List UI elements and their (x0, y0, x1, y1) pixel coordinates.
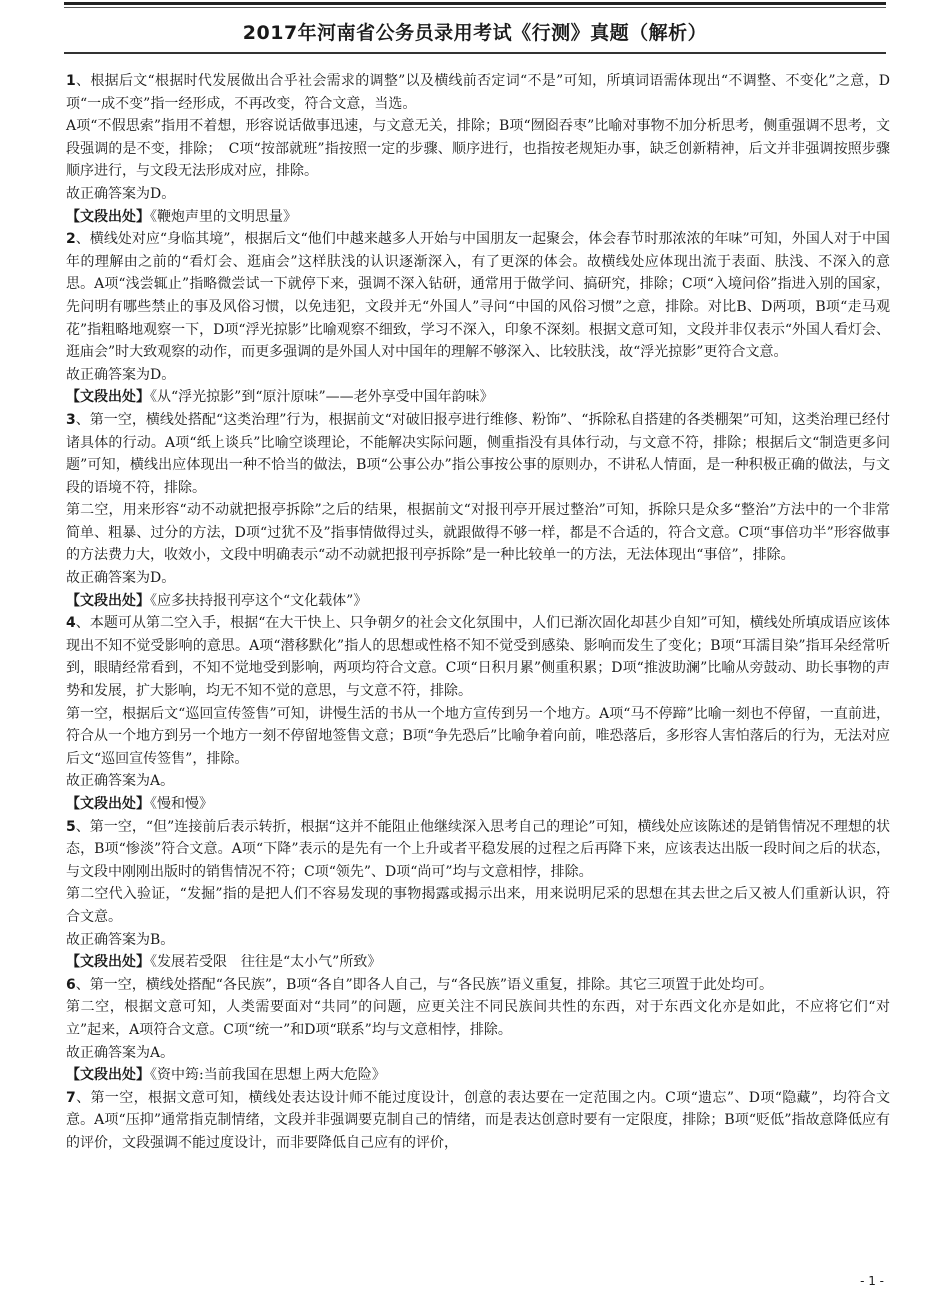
question-number: 6 (66, 976, 76, 993)
question-2-source: 【文段出处】《从“浮光掠影”到“原汁原味”——老外享受中国年韵味》 (66, 389, 494, 406)
question-4-para-1: 4、本题可从第二空入手，根据“在大干快上、只争朝夕的社会文化氛围中，人们已渐次固化却甚少自知”可知，横线处所填成语应该体现出不知不觉受影响的意思。A项“潜移默化”指人的思想或性格不知不觉受到感染、影响而发生了变化；B项“耳濡目染”指耳朵经常听到，眼睛经常看到，不知不觉地受到影响，两项均符合文意。C项“日积月累”侧重积累；D项“推波助澜”比喻从旁鼓动、助长事物的声势和发展，扩大影响，均无不知不觉的意思，与文意不符，排除。 (66, 615, 890, 700)
question-number: 1 (66, 73, 76, 89)
question-5-para-2: 第二空代入验证，“发掘”指的是把人们不容易发现的事物揭露或揭示出来，用来说明尼采的思想在其去世之后又被人们重新认识，符合文意。 (66, 886, 890, 925)
top-rule-thin (64, 7, 886, 8)
question-5-para-1: 5、第一空，“但”连接前后表示转折，根据“这并不能阻止他继续深入思考自己的理论”可知，横线处应该陈述的是销售情况不理想的状态，B项“惨淡”符合文意。A项“下降”表示的是先有一个上升或者平稳发展的过程之后再降下来，应该表达出版一段时间之后的状态，与文段中刚刚出版时的销售情况不符；C项“领先”、D项“尚可”均与文意相悖，排除。 (66, 818, 890, 880)
question-4-answer: 故正确答案为A。 (66, 773, 175, 790)
question-5-source: 【文段出处】《发展若受限 往往是“太小气”所致》 (66, 954, 382, 971)
question-6-source: 【文段出处】《资中筠:当前我国在思想上两大危险》 (66, 1067, 386, 1084)
question-number: 7 (66, 1089, 76, 1106)
question-4-para-2: 第一空，根据后文“巡回宣传签售”可知，讲慢生活的书从一个地方宣传到另一个地方。A项“马不停蹄”比喻一刻也不停留，一直前进，符合从一个地方到另一个地方一刻不停留地签售文意；B项“争先恐后”比喻争着向前，唯恐落后，多形容人害怕落后的行为，无法对应后文“巡回宣传签售”，排除。 (66, 705, 890, 767)
document-body (66, 70, 890, 1155)
question-6-para-2: 第二空，根据文意可知，人类需要面对“共同”的问题，应更关注不同民族间共性的东西，对于东西文化亦是如此，不应将它们“对立”起来，A项符合文意。C项“统一”和D项“联系”均与文意相悖，排除。 (66, 999, 890, 1038)
top-rule (64, 2, 886, 5)
question-4-source: 【文段出处】《慢和慢》 (66, 796, 213, 812)
question-number: 5 (66, 818, 76, 835)
question-1-para-2: A项“不假思索”指用不着想，形容说话做事迅速，与文意无关，排除；B项“囫囵吞枣”比喻对事物不加分析思考，侧重强调不思考，文段强调的是不变，排除； C项“按部就班”指按照一定的步骤、顺序进行，也指按老规矩办事，缺乏创新精神，后文并非强调按照步骤顺序进行，与文段无法形成对应，排除。 (66, 118, 890, 180)
question-number: 3 (66, 411, 76, 428)
question-1-para-1: 1、根据后文“根据时代发展做出合乎社会需求的调整”以及横线前否定词“不是”可知，所填词语需体现出“不调整、不变化”之意，D项“一成不变”指一经形成，不再改变，符合文意，当选。 (66, 73, 890, 112)
question-2-answer: 故正确答案为D。 (66, 366, 176, 383)
question-1-answer: 故正确答案为D。 (66, 185, 176, 202)
question-6-answer: 故正确答案为A。 (66, 1044, 175, 1061)
question-3-para-1: 3、第一空，横线处搭配“这类治理”行为，根据前文“对破旧报亭进行维修、粉饰”、“拆除私自搭建的各类棚架”可知，这类治理已经付诸具体的行动。A项“纸上谈兵”比喻空谈理论，不能解决实际问题，侧重指没有具体行动，与文意不符，排除；根据后文“制造更多问题”可知，横线出应体现出一种不恰当的做法，B项“公事公办”指公事按公事的原则办，不讲私人情面，是一种积极正确的做法，与文段的语境不符，排除。 (66, 411, 890, 496)
question-6-para-1: 6、第一空，横线处搭配“各民族”，B项“各自”即各人自己，与“各民族”语义重复，排除。其它三项置于此处均可。 (66, 976, 773, 993)
question-number: 4 (66, 615, 76, 632)
title-rule (64, 52, 886, 54)
question-number: 2 (66, 231, 76, 248)
question-3-answer: 故正确答案为D。 (66, 570, 176, 587)
question-7-para-1: 7、第一空，根据文意可知，横线处表达设计师不能过度设计，创意的表达要在一定范围之内。C项“遗忘”、D项“隐藏”，均符合文意。A项“压抑”通常指克制情绪，文段并非强调要克制自己的情绪，而是表达创意时要有一定限度，排除；B项“贬低”指故意降低应有的评价，文段强调不能过度设计，而非要降低自己应有的评价， (66, 1089, 890, 1151)
question-3-para-2: 第二空，用来形容“动不动就把报亭拆除”之后的结果，根据前文“对报刊亭开展过整治”可知，拆除只是众多“整治”方法中的一个非常简单、粗暴、过分的方法，D项“过犹不及”指事情做得过头，就跟做得不够一样，都是不合适的，符合文意。C项“事倍功半”形容做事的方法费力大，收效小，文段中明确表示“动不动就把报刊亭拆除”是一种比较单一的方法，无法体现出“事倍”，排除。 (66, 502, 890, 564)
page-number: - 1 - (860, 1274, 884, 1288)
page-title: 2017年河南省公务员录用考试《行测》真题（解析） (242, 22, 708, 44)
question-3-source: 【文段出处】《应多扶持报刊亭这个“文化载体”》 (66, 592, 368, 609)
question-1-source: 【文段出处】《鞭炮声里的文明思量》 (66, 208, 297, 225)
question-5-answer: 故正确答案为B。 (66, 931, 175, 948)
question-2-para-1: 2、横线处对应“身临其境”，根据后文“他们中越来越多人开始与中国朋友一起聚会，体会春节时那浓浓的年味”可知，外国人对于中国年的理解由之前的“看灯会、逛庙会”这样肤浅的认识逐渐深入，有了更深的体会。故横线处应体现出流于表面、肤浅、不深入的意思。A项“浅尝辄止”指略微尝试一下就停下来，强调不深入钻研，通常用于做学问、搞研究，排除；C项“入境问俗”指进入别的国家，先问明有哪些禁止的事及风俗习惯，以免违犯，文段并无“外国人”寻问“中国的风俗习惯”之意，排除。对比B、D两项，B项“走马观花”指粗略地观察一下，D项“浮光掠影”比喻观察不细致，学习不深入，印象不深刻。根据文意可知，文段并非仅表示“外国人看灯会、逛庙会”时大致观察的动作，而更多强调的是外国人对中国年的理解不够深入、比较肤浅，故“浮光掠影”更符合文意。 (66, 231, 890, 361)
